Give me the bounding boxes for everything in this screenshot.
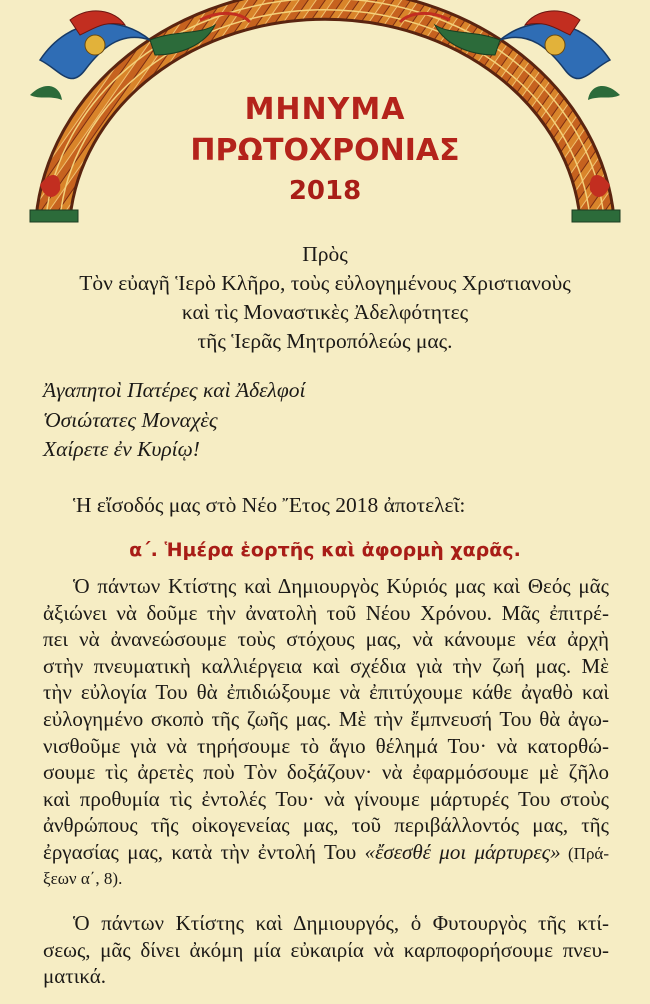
section-heading: α΄. Ἡμέρα ἑορτῆς καὶ ἀφορμὴ χαρᾶς. (129, 539, 521, 561)
paragraph-line: ξεων α΄, 8). (43, 868, 123, 888)
address-line: καὶ τὶς Μοναστικὲς Ἀδελφότητες (181, 300, 469, 324)
address-line: Πρὸς (302, 242, 348, 266)
paragraph-line: τὴν εὐλογία Του θὰ ἐπιδιώξουμε νὰ ἐπιτύχουμε κάθε ἀγαθὸ καὶ (43, 680, 609, 705)
address-line: τῆς Ἱερᾶς Μητροπόλεώς μας. (197, 329, 453, 353)
scripture-reference: (Πρά- (560, 843, 609, 863)
paragraph-line: νισθοῦμε γιὰ νὰ τηρήσουμε τὸ ἅγιο θέλημά Του· νὰ κατορθώ- (43, 733, 609, 758)
paragraph-text: ἐργασίας μας, κατὰ τὴν ἐντολή Του (43, 839, 365, 864)
paragraph-line: σεως, μᾶς δίνει ἀκόμη μία εὐκαιρία νὰ καρποφορήσουμε πνευ- (43, 937, 609, 962)
greeting-line: Ὁσιώτατες Μοναχὲς (43, 407, 218, 432)
paragraph-2 (43, 910, 609, 990)
paragraph-line: ἀξιώνει νὰ δοῦμε τὴν ἀνατολὴ τοῦ Νέου Χρόνου. Μᾶς ἐπιτρέ- (43, 600, 609, 625)
scripture-quote: «ἔσεσθέ μοι μάρτυρες» (364, 839, 561, 864)
paragraph-line: ματικά. (43, 964, 106, 989)
paragraph-1 (43, 573, 609, 892)
paragraph-line: καὶ προθυμία τὶς ἐντολές Του· νὰ γίνουμε μάρτυρές Του στοὺς (43, 786, 609, 811)
paragraph-line (43, 839, 609, 866)
paragraph-line: στὴν πνευματικὴ καλλιέργεια καὶ σχέδια γιὰ τὴν ζωή μας. Μὲ (43, 653, 609, 678)
greeting-line: Χαίρετε ἐν Κυρίῳ! (43, 437, 200, 461)
paragraph-line: ἀνθρώπους τῆς οἰκογενείας μας, τοῦ περιβάλλοντός μας, τῆς (43, 813, 609, 838)
paragraph-line: Ὁ πάντων Κτίστης καὶ Δημιουργὸς Κύριός μας καὶ Θεός μᾶς (73, 574, 609, 598)
title-year: 2018 (288, 176, 362, 206)
ornamental-header (0, 0, 650, 230)
paragraph-line: Ὁ πάντων Κτίστης καὶ Δημιουργός, ὁ Φυτουργὸς τῆς κτί- (73, 911, 609, 935)
paragraph-line: πει νὰ ἀνανεώσουμε τοὺς στόχους μας, νὰ κάνουμε νέα ἀρχὴ (43, 627, 609, 652)
paragraph-line: εὐλογημένο σκοπὸ τῆς ζωῆς μας. Μὲ τὴν ἔμπνευσή Του θὰ ἀγω- (43, 706, 609, 731)
title-line-1: ΜΗΝΥΜΑ (244, 92, 406, 127)
title-line-2: ΠΡΩΤΟΧΡΟΝΙΑΣ (190, 133, 460, 168)
intro-sentence: Ἡ εἴσοδός μας στὸ Νέο Ἔτος 2018 ἀποτελεῖ: (73, 493, 466, 517)
greeting-line: Ἀγαπητοὶ Πατέρες καὶ Ἀδελφοί (43, 378, 306, 402)
address-block (0, 240, 650, 356)
paragraph-line: σουμε τὶς ἀρετὲς ποὺ Τὸν δοξάζουν· νὰ ἐφαρμόσουμε μὲ ζῆλο (43, 760, 609, 785)
greeting-block (43, 376, 305, 465)
address-line: Τὸν εὐαγῆ Ἱερὸ Κλῆρο, τοὺς εὐλογημένους Χριστιανοὺς (79, 271, 571, 295)
